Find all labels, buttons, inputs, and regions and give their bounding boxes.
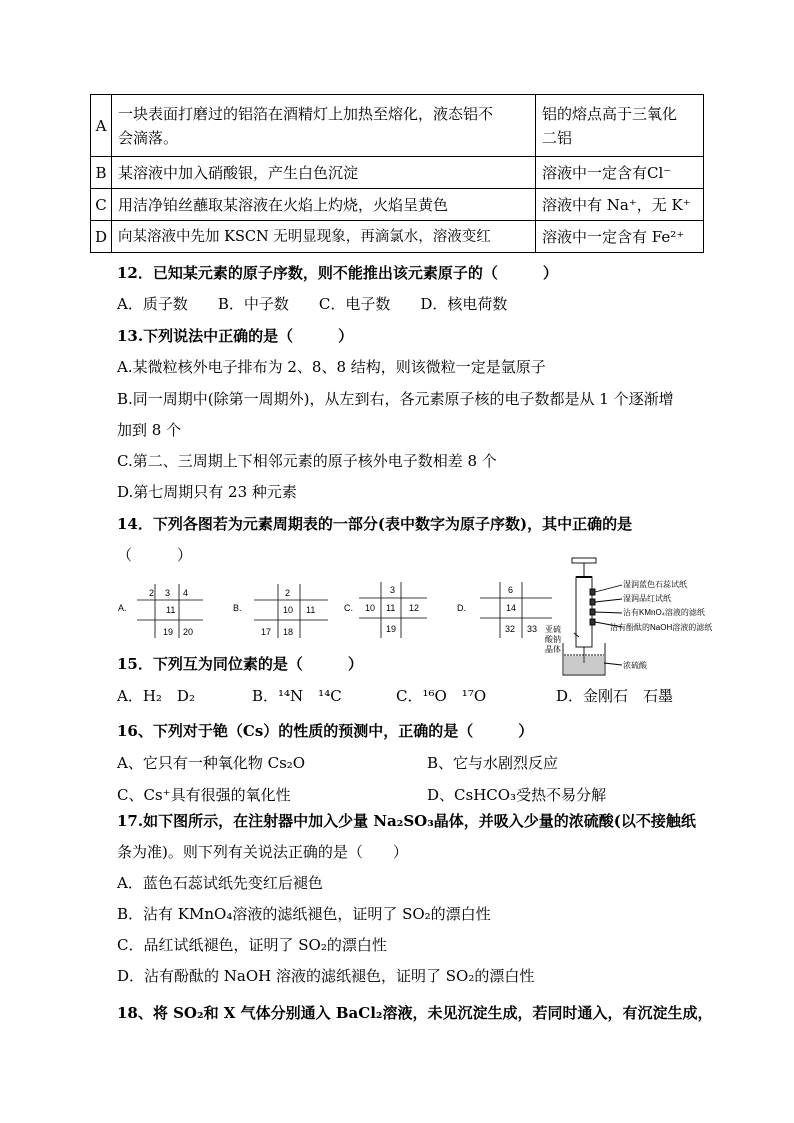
cell-number: 11 bbox=[386, 603, 396, 613]
label-magenta-paper: 湿润品红试纸 bbox=[623, 594, 671, 603]
q17-option-b: B．沾有 KMnO₄溶液的滤纸褪色，证明了 SO₂的漂白性 bbox=[117, 905, 491, 923]
cell-number: 4 bbox=[183, 588, 189, 598]
q16-option-d: D、CsHCO₃受热不易分解 bbox=[427, 786, 607, 804]
cell-number: 14 bbox=[506, 603, 517, 613]
cell-number: 12 bbox=[409, 603, 420, 613]
periodic-fragment-b bbox=[232, 582, 332, 640]
cell-number: 19 bbox=[163, 627, 174, 637]
q13-option-b-cont: 加到 8 个 bbox=[117, 421, 182, 439]
row-key: B bbox=[91, 157, 112, 189]
row-key: D bbox=[91, 221, 112, 253]
q16-option-b: B、它与水剧烈反应 bbox=[427, 754, 559, 772]
cell-number: 3 bbox=[390, 585, 396, 595]
row-key: A bbox=[91, 95, 112, 157]
experiment-table bbox=[90, 94, 704, 253]
table-row bbox=[91, 95, 704, 157]
cell-number: 32 bbox=[505, 624, 516, 634]
cell-number: 20 bbox=[183, 627, 194, 637]
cell-number: 3 bbox=[165, 588, 171, 598]
q17-option-c: C．品红试纸褪色，证明了 SO₂的漂白性 bbox=[117, 936, 387, 954]
label-naoh-paper: 沾有酚酞的NaOH溶液的滤纸 bbox=[610, 623, 713, 632]
cell-number: 10 bbox=[365, 603, 376, 613]
periodic-fragment-a bbox=[117, 582, 207, 640]
q13-option-d: D.第七周期只有 23 种元素 bbox=[117, 483, 297, 501]
row-operation: 某溶液中加入硝酸银，产生白色沉淀 bbox=[112, 157, 536, 189]
q13-stem: 13.下列说法中正确的是（ ） bbox=[117, 327, 354, 345]
fig-b-label: B. bbox=[233, 603, 242, 613]
q16-option-a: A、它只有一种氧化物 Cs₂O bbox=[117, 754, 306, 772]
q13-option-c: C.第二、三周期上下相邻元素的原子核外电子数相差 8 个 bbox=[117, 452, 497, 470]
cell-number: 2 bbox=[285, 588, 291, 598]
q18-stem: 18、将 SO₂和 X 气体分别通入 BaCl₂溶液，未见沉淀生成，若同时通入，有沉淀生成， bbox=[117, 1004, 713, 1022]
table-row bbox=[91, 189, 704, 221]
fig-a-label: A. bbox=[118, 603, 127, 613]
table-row bbox=[91, 221, 704, 253]
cell-number: 2 bbox=[149, 588, 155, 598]
q17-stem: 17.如下图所示，在注射器中加入少量 Na₂SO₃晶体，并吸入少量的浓硫酸(以不接触纸 bbox=[117, 812, 696, 830]
q15-option-a: A．H₂ D₂ bbox=[117, 687, 195, 705]
row-result: 溶液中一定含有 Fe²⁺ bbox=[536, 221, 704, 253]
row-result: 溶液中一定含有Cl⁻ bbox=[536, 157, 704, 189]
cell-number: 11 bbox=[306, 605, 316, 615]
q15-option-d: D．金刚石 石墨 bbox=[556, 687, 674, 705]
row-operation: 向某溶液中先加 KSCN 无明显现象，再滴氯水，溶液变红 bbox=[112, 221, 536, 253]
cell-number: 19 bbox=[386, 624, 397, 634]
q17-option-a: A．蓝色石蕊试纸先变红后褪色 bbox=[117, 874, 323, 892]
fig-c-label: C. bbox=[344, 603, 353, 613]
q12-stem: 12．已知某元素的原子序数，则不能推出该元素原子的（ ） bbox=[117, 264, 558, 282]
cell-number: 17 bbox=[261, 627, 272, 637]
row-result: 溶液中有 Na⁺，无 K⁺ bbox=[536, 189, 704, 221]
q15-stem: 15．下列互为同位素的是（ ） bbox=[117, 655, 363, 673]
row-result: 铝的熔点高于三氧化 二铝 bbox=[536, 95, 704, 157]
q15-option-b: B．¹⁴N ¹⁴C bbox=[252, 687, 342, 705]
label-conc-sulfuric-acid: 浓硫酸 bbox=[623, 661, 647, 670]
q13-option-b: B.同一周期中(除第一周期外)，从左到右，各元素原子核的电子数都是从 1 个逐渐增 bbox=[117, 390, 674, 408]
cell-number: 6 bbox=[508, 585, 514, 595]
cell-number: 33 bbox=[527, 624, 538, 634]
row-key: C bbox=[91, 189, 112, 221]
label-kmno4-paper: 沾有KMnO₄溶液的滤纸 bbox=[623, 608, 705, 617]
q13-option-a: A.某微粒核外电子排布为 2、8、8 结构，则该微粒一定是氩原子 bbox=[117, 358, 546, 376]
row-operation: 用洁净铂丝蘸取某溶液在火焰上灼烧，火焰呈黄色 bbox=[112, 189, 536, 221]
q14-stem: 14．下列各图若为元素周期表的一部分(表中数字为原子序数)，其中正确的是 bbox=[117, 515, 633, 533]
q17-option-d: D．沾有酚酞的 NaOH 溶液的滤纸褪色，证明了 SO₂的漂白性 bbox=[117, 967, 535, 985]
q12-options: A．质子数 B．中子数 C．电子数 D．核电荷数 bbox=[117, 295, 508, 313]
cell-number: 11 bbox=[166, 605, 176, 615]
q14-paren: （ ） bbox=[117, 546, 193, 564]
row-operation: 一块表面打磨过的铝箔在酒精灯上加热至熔化，液态铝不 会滴落。 bbox=[112, 95, 536, 157]
label-blue-litmus: 湿润蓝色石蕊试纸 bbox=[623, 580, 687, 589]
q16-stem: 16、下列对于铯（Cs）的性质的预测中，正确的是（ ） bbox=[117, 722, 534, 740]
label-sulfite-crystal: 亚硫 酸钠 晶体 bbox=[545, 625, 561, 654]
fig-d-label: D. bbox=[457, 603, 466, 613]
q16-option-c: C、Cs⁺具有很强的氧化性 bbox=[117, 786, 291, 804]
cell-number: 10 bbox=[283, 605, 294, 615]
q15-option-c: C．¹⁶O ¹⁷O bbox=[396, 687, 487, 705]
table-row bbox=[91, 157, 704, 189]
cell-number: 18 bbox=[283, 627, 294, 637]
q17-stem-cont: 条为准)。则下列有关说法正确的是（ ） bbox=[117, 843, 408, 861]
